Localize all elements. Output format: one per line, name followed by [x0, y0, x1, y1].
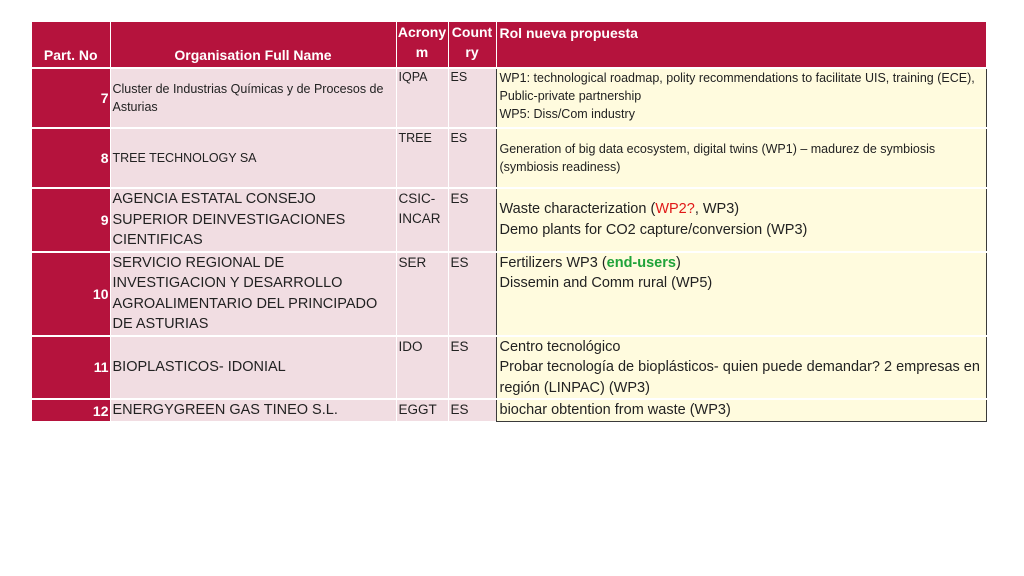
role-cell	[496, 188, 986, 252]
role-cell	[496, 399, 986, 421]
org-name: TREE TECHNOLOGY SA	[110, 128, 396, 188]
table-row	[32, 188, 986, 252]
role-line: WP1: technological roadmap, polity recommendations to facilitate UIS, training (ECE), Public-private partnership	[499, 71, 975, 103]
role-cell	[496, 128, 986, 188]
org-name: SERVICIO REGIONAL DE INVESTIGACION Y DESARROLLO AGROALIMENTARIO DEL PRINCIPADO DE ASTURIAS	[110, 252, 396, 336]
acronym: SER	[396, 252, 448, 336]
part-number: 8	[32, 128, 110, 188]
role-line: Generation of big data ecosystem, digital twins (WP1) – madurez de symbiosis (symbiosis readiness)	[499, 142, 936, 174]
acronym: IQPA	[396, 68, 448, 128]
role-line: biochar obtention from waste (WP3)	[499, 402, 731, 418]
role-line: Probar tecnología de bioplásticos- quien puede demandar? 2 empresas en región (LINPAC) (WP3)	[499, 359, 980, 396]
role-line: Dissemin and Comm rural (WP5)	[499, 275, 713, 291]
role-cell	[496, 252, 986, 336]
role-line: WP5: Diss/Com industry	[499, 107, 635, 121]
acronym: EGGT	[396, 399, 448, 421]
table-row	[32, 128, 986, 188]
part-number: 12	[32, 399, 110, 421]
part-number: 9	[32, 188, 110, 252]
org-name: Cluster de Industrias Químicas y de Procesos de Asturias	[110, 68, 396, 128]
country: ES	[448, 252, 496, 336]
org-name: ENERGYGREEN GAS TINEO S.L.	[110, 399, 396, 421]
header-role: Rol nueva propuesta	[496, 22, 986, 68]
part-number: 10	[32, 252, 110, 336]
part-number: 11	[32, 336, 110, 400]
role-line: Centro tecnológico	[499, 338, 621, 355]
table-row	[32, 252, 986, 336]
org-name: AGENCIA ESTATAL CONSEJO SUPERIOR DEINVESTIGACIONES CIENTIFICAS	[110, 188, 396, 252]
table-row	[32, 68, 986, 128]
part-number: 7	[32, 68, 110, 128]
header-org-name: Organisation Full Name	[110, 22, 396, 68]
role-text: )	[675, 254, 681, 271]
role-line: Demo plants for CO2 capture/conversion (WP3)	[499, 221, 808, 238]
table-row	[32, 336, 986, 400]
table-header	[32, 22, 986, 68]
country: ES	[448, 336, 496, 400]
country: ES	[448, 68, 496, 128]
role-cell	[496, 336, 986, 400]
role-highlight-red: WP2?	[655, 201, 695, 218]
role-line	[500, 253, 986, 274]
table-row	[32, 399, 986, 421]
role-cell	[496, 68, 986, 128]
role-line	[500, 199, 986, 220]
header-country: Count ry	[448, 22, 496, 68]
country: ES	[448, 128, 496, 188]
country: ES	[448, 399, 496, 421]
partners-table	[32, 22, 987, 422]
role-highlight-green: end-users	[606, 254, 676, 271]
org-name: BIOPLASTICOS- IDONIAL	[110, 336, 396, 400]
country: ES	[448, 188, 496, 252]
role-text: , WP3)	[694, 201, 740, 218]
acronym: CSIC-INCAR	[396, 188, 448, 252]
header-part-no: Part. No	[32, 22, 110, 68]
acronym: IDO	[396, 336, 448, 400]
acronym: TREE	[396, 128, 448, 188]
header-acronym: Acrony m	[396, 22, 448, 68]
role-text: Waste characterization (	[499, 201, 656, 218]
role-text: Fertilizers WP3 (	[499, 254, 607, 271]
